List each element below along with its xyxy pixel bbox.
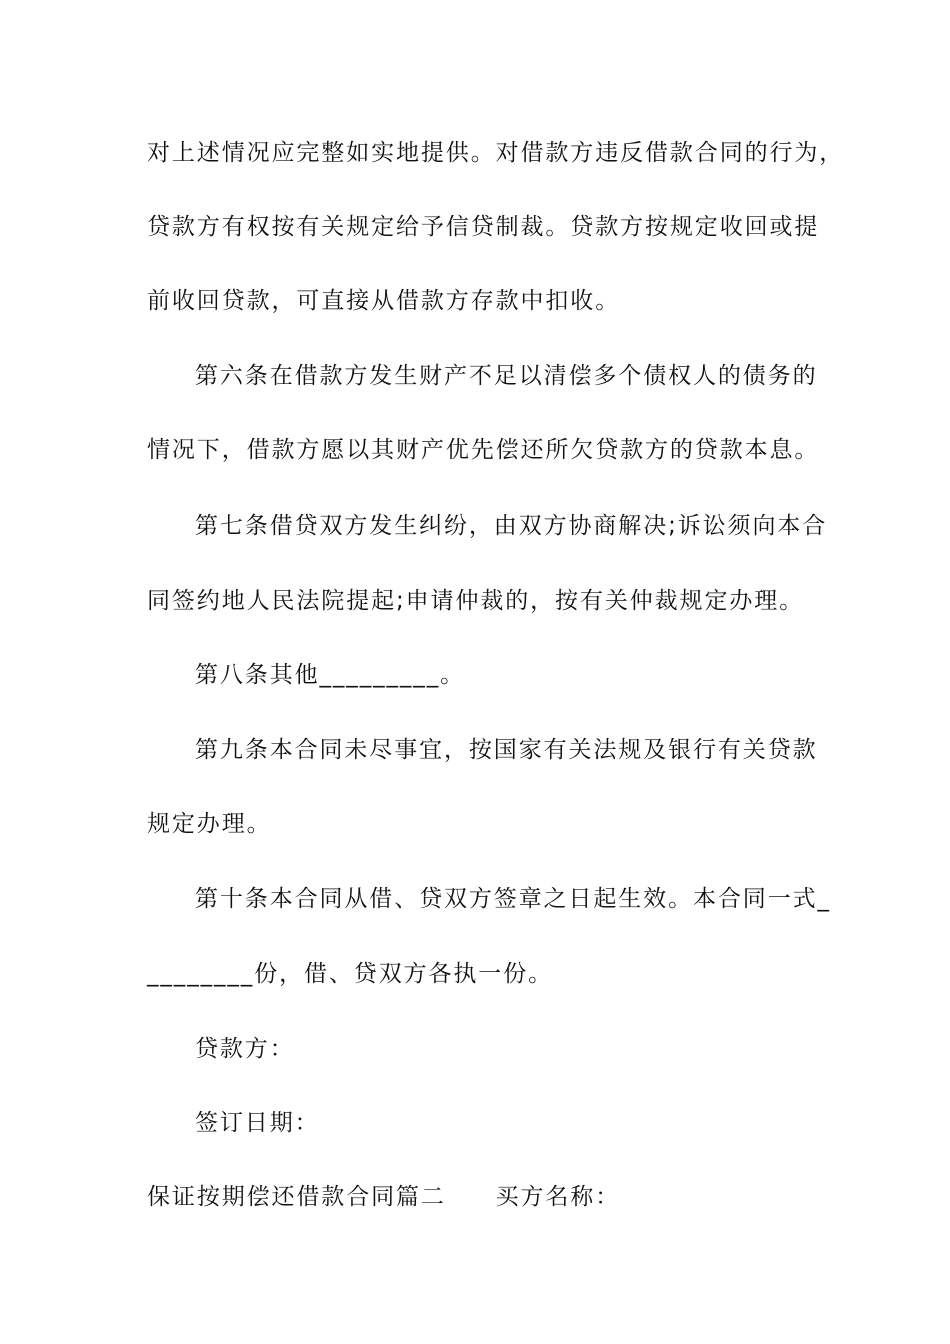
article-7-line-2: 同签约地人民法院提起;申请仲裁的，按有关仲裁规定办理。 <box>147 588 805 614</box>
signing-date-label: 签订日期： <box>195 1110 320 1136</box>
article-9-line-1: 第九条本合同未尽事宜，按国家有关法规及银行有关贷款 <box>195 737 818 763</box>
section-heading-line: 保证按期偿还借款合同篇二 买方名称： <box>147 1184 621 1210</box>
article-10-line-1: 第十条本合同从借、贷双方签章之日起生效。本合同一式_ <box>195 886 831 912</box>
paragraph-line-2: 贷款方有权按有关规定给予信贷制裁。贷款方按规定收回或提 <box>147 214 820 240</box>
article-9-line-2: 规定办理。 <box>147 811 272 837</box>
article-6-line-2: 情况下，借款方愿以其财产优先偿还所欠贷款方的贷款本息。 <box>147 437 820 463</box>
lender-signature-label: 贷款方： <box>195 1036 295 1062</box>
article-7-line-1: 第七条借贷双方发生纠纷，由双方协商解决;诉讼须向本合 <box>195 513 828 539</box>
paragraph-line-1: 对上述情况应完整如实地提供。对借款方违反借款合同的行为， <box>147 140 845 166</box>
paragraph-line-3: 前收回贷款，可直接从借款方存款中扣收。 <box>147 288 621 314</box>
article-6-line-1: 第六条在借款方发生财产不足以清偿多个债权人的债务的 <box>195 363 818 389</box>
article-10-line-2: ________份，借、贷双方各执一份。 <box>147 961 553 987</box>
article-8-line: 第八条其他_________。 <box>195 662 465 688</box>
